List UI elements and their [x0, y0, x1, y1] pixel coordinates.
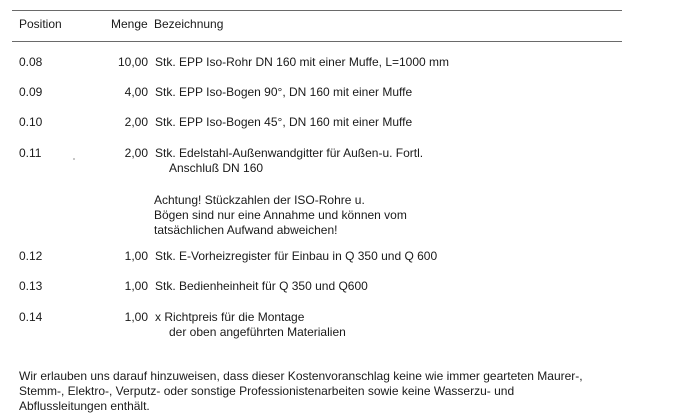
- row-description-line: Stk. EPP Iso-Rohr DN 160 mit einer Muffe, L=1000 mm: [155, 55, 450, 69]
- row-description-line: Anschluß DN 160: [169, 161, 264, 175]
- row-quantity: 10,00: [117, 55, 148, 69]
- row-description: [155, 55, 449, 70]
- row-position: 0.11: [19, 146, 42, 160]
- note-line: tatsächlichen Aufwand abweichen!: [154, 223, 338, 237]
- table-header: [0, 17, 679, 33]
- row-quantity: 2,00: [124, 146, 148, 160]
- header-quantity: Menge: [111, 17, 148, 31]
- row-quantity: 2,00: [124, 115, 148, 129]
- row-description: [155, 115, 412, 130]
- row-description-line: Stk. EPP Iso-Bogen 45°, DN 160 mit einer Muffe: [155, 115, 413, 129]
- footer-line: Wir erlauben uns darauf hinzuweisen, dass dieser Kostenvoranschlag keine wie immer gearteten Maurer-,: [19, 369, 583, 383]
- header-description: Bezeichnung: [154, 17, 224, 31]
- row-position: 0.09: [19, 85, 43, 99]
- row-description-line: Stk. Bedienheinheit für Q 350 und Q600: [155, 279, 368, 293]
- note-line: Achtung! Stückzahlen der ISO-Rohre u.: [154, 193, 365, 207]
- row-description-line: x Richtpreis für die Montage: [155, 310, 305, 324]
- row-description: [155, 85, 412, 100]
- note-line: Bögen sind nur eine Annahme und können vom: [154, 208, 407, 222]
- row-position: 0.12: [19, 249, 43, 263]
- note-block: [154, 193, 407, 238]
- row-description: [155, 310, 346, 340]
- row-position: 0.08: [19, 55, 43, 69]
- header-rule: [12, 41, 622, 42]
- row-position: 0.14: [19, 310, 43, 324]
- row-description-line: der oben angeführten Materialien: [169, 325, 346, 339]
- footer-line: Stemm-, Elektro-, Verputz- oder sonstige Professionistenarbeiten sowie keine Wasserzu- und: [19, 384, 515, 398]
- header-position: Position: [19, 17, 62, 31]
- row-quantity: 4,00: [124, 85, 148, 99]
- row-description-line: Stk. EPP Iso-Bogen 90°, DN 160 mit einer Muffe: [155, 85, 413, 99]
- row-description: [155, 249, 437, 264]
- row-description: [155, 279, 368, 294]
- row-description-line: Stk. Edelstahl-Außenwandgitter für Außen-u. Fortl.: [155, 146, 424, 160]
- top-rule: [12, 10, 622, 11]
- row-position: 0.13: [19, 279, 43, 293]
- row-position: 0.10: [19, 115, 43, 129]
- footer-line: Abflussleitungen enthält.: [19, 399, 150, 413]
- row-description-line: Stk. E-Vorheizregister für Einbau in Q 350 und Q 600: [155, 249, 438, 263]
- footer-disclaimer: [19, 369, 619, 414]
- row-description: [155, 146, 423, 176]
- row-quantity: 1,00: [124, 279, 148, 293]
- scan-speck: [73, 158, 75, 160]
- row-quantity: 1,00: [124, 249, 148, 263]
- row-quantity: 1,00: [124, 310, 148, 324]
